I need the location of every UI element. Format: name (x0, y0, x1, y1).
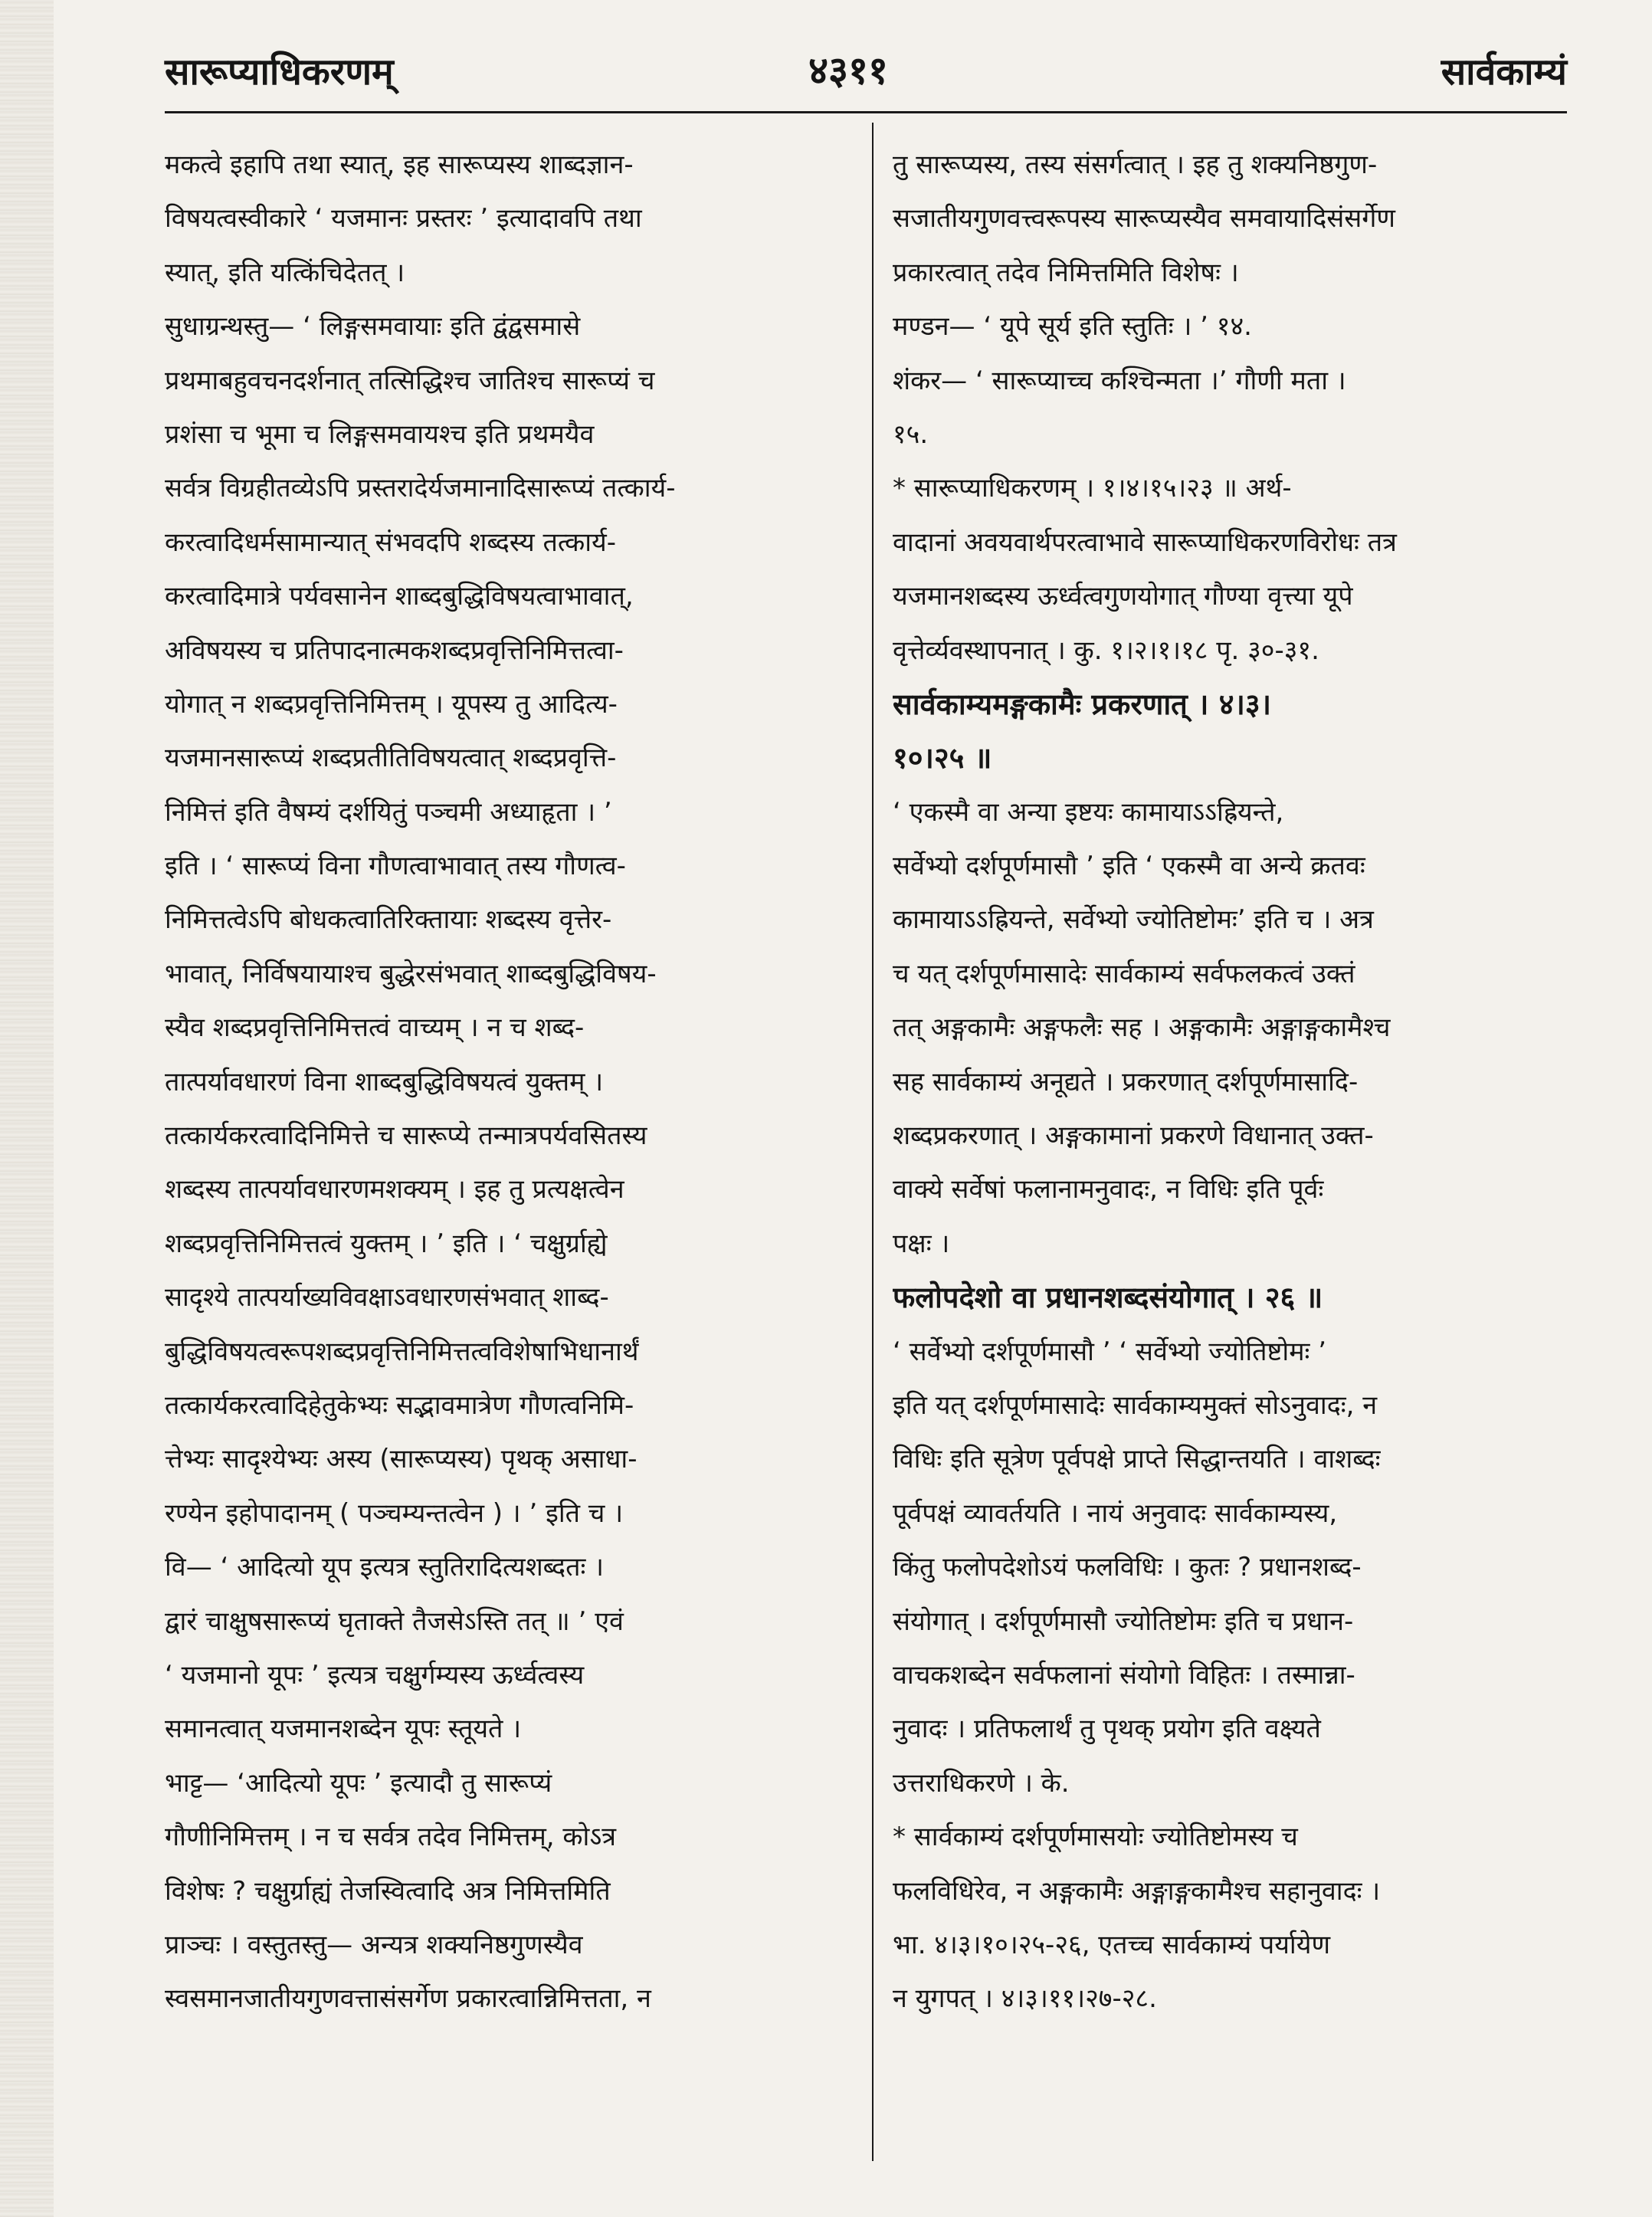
text-line: प्रकारत्वात् तदेव निमित्तमिति विशेषः । (893, 257, 1239, 288)
text-line: च यत् दर्शपूर्णमासादेः सार्वकाम्यं सर्वफलकत्वं उक्तं (893, 958, 1355, 989)
text-line: प्रथमाबहुवचनदर्शनात् तत्सिद्धिश्च जातिश्च सारूप्यं च (165, 365, 655, 396)
header-right-title: सार्वकाम्यं (1441, 51, 1567, 93)
text-line: इति । ‘ सारूप्यं विना गौणत्वाभावात् तस्य गौणत्व- (165, 851, 626, 882)
text-line: सार्वकाम्यमङ्गकामैः प्रकरणात् । ४।३। (893, 687, 1272, 721)
text-line: योगात् न शब्दप्रवृत्तिनिमित्तम् । यूपस्य तु आदित्य- (165, 688, 618, 720)
text-line: रण्येन इहोपादानम् ( पञ्चम्यन्तत्वेन ) । ’ इति च । (165, 1497, 624, 1529)
text-line: पक्षः । (893, 1228, 950, 1259)
text-line: शब्दप्रकरणात् । अङ्गकामानां प्रकरणे विधानात् उक्त- (893, 1120, 1374, 1152)
text-line: तत् अङ्गकामैः अङ्गफलैः सह । अङ्गकामैः अङ्गाङ्गकामैश्च (893, 1012, 1391, 1044)
text-line: शब्दप्रवृत्तिनिमित्तत्वं युक्तम् । ’ इति । ‘ चक्षुर्ग्राह्ये (165, 1228, 608, 1259)
text-line: १०।२५ ॥ (893, 741, 992, 776)
text-line: प्रशंसा च भूमा च लिङ्गसमवायश्च इति प्रथमयैव (165, 418, 595, 450)
text-line: विशेषः ? चक्षुर्ग्राह्यं तेजस्वित्वादि अत्र निमित्तमिति (165, 1875, 611, 1907)
text-line: करत्वादिमात्रे पर्यवसानेन शाब्दबुद्धिविषयत्वाभावात्, (165, 581, 634, 612)
text-line: तु सारूप्यस्य, तस्य संसर्गत्वात् । इह तु शक्यनिष्ठगुण- (893, 149, 1378, 180)
right-column (893, 138, 1582, 2026)
text-line: पूर्वपक्षं व्यावर्तयति । नायं अनुवादः सार्वकाम्यस्य, (893, 1497, 1338, 1529)
text-line: अविषयस्य च प्रतिपादनात्मकशब्दप्रवृत्तिनिमित्तत्वा- (165, 635, 624, 666)
text-line: स्वसमानजातीयगुणवत्तासंसर्गेण प्रकारत्वान्निमित्तता, न (165, 1983, 651, 2015)
text-line: विधिः इति सूत्रेण पूर्वपक्षे प्राप्ते सिद्धान्तयति । वाशब्दः (893, 1444, 1381, 1475)
text-line: निमित्तत्वेऽपि बोधकत्वातिरिक्तायाः शब्दस्य वृत्तेर- (165, 904, 612, 936)
text-line: सर्वेभ्यो दर्शपूर्णमासौ ’ इति ‘ एकस्मै वा अन्ये क्रतवः (893, 851, 1365, 882)
text-line: समानत्वात् यजमानशब्देन यूपः स्तूयते । (165, 1714, 522, 1745)
text-line: वाचकशब्देन सर्वफलानां संयोगो विहितः । तस्मान्ना- (893, 1659, 1355, 1691)
text-line: गौणीनिमित्तम् । न च सर्वत्र तदेव निमित्तम्, कोऽत्र (165, 1822, 616, 1853)
text-line: उत्तराधिकरणे । के. (893, 1767, 1070, 1799)
text-line: द्वारं चाक्षुषसारूप्यं घृताक्ते तैजसेऽस्ति तत् ॥ ’ एवं (165, 1605, 624, 1637)
text-line: १५. (893, 418, 929, 450)
text-line: प्राञ्चः । वस्तुतस्तु— अन्यत्र शक्यनिष्ठगुणस्यैव (165, 1929, 583, 1960)
text-line: किंतु फलोपदेशोऽयं फलविधिः । कुतः ? प्रधानशब्द- (893, 1552, 1362, 1583)
text-line: विषयत्वस्वीकारे ‘ यजमानः प्रस्तरः ’ इत्यादावपि तथा (165, 203, 642, 234)
text-line: न युगपत् । ४।३।११।२७-२८. (893, 1983, 1157, 2015)
text-line: ‘ यजमानो यूपः ’ इत्यत्र चक्षुर्गम्यस्य ऊर्ध्वत्वस्य (165, 1659, 585, 1691)
column-divider (872, 123, 874, 2161)
text-line: सर्वत्र विग्रहीतव्येऽपि प्रस्तरादेर्यजमानादिसारूप्यं तत्कार्य- (165, 473, 676, 504)
text-line: मकत्वे इहापि तथा स्यात्, इह सारूप्यस्य शाब्दज्ञान- (165, 149, 634, 180)
text-line: तात्पर्यावधारणं विना शाब्दबुद्धिविषयत्वं युक्तम् । (165, 1066, 604, 1097)
text-line: यजमानसारूप्यं शब्दप्रतीतिविषयत्वात् शब्दप्रवृत्ति- (165, 743, 617, 774)
text-line: तत्कार्यकरत्वादिनिमित्ते च सारूप्ये तन्मात्रपर्यवसितस्य (165, 1120, 647, 1152)
text-line: शंकर— ‘ सारूप्याच्च कश्चिन्मता ।’ गौणी मता । (893, 365, 1346, 396)
text-line: कामायाऽऽह्रियन्ते, सर्वेभ्यो ज्योतिष्टोमः’ इति च । अत्र (893, 904, 1374, 936)
text-line: शब्दस्य तात्पर्यावधारणमशक्यम् । इह तु प्रत्यक्षत्वेन (165, 1174, 624, 1205)
text-line: निमित्तं इति वैषम्यं दर्शयितुं पञ्चमी अध्याहृता । ’ (165, 796, 612, 828)
text-line: मण्डन— ‘ यूपे सूर्य इति स्तुतिः । ’ १४. (893, 311, 1252, 343)
text-line: भा. ४।३।१०।२५-२६, एतच्च सार्वकाम्यं पर्यायेण (893, 1929, 1331, 1960)
text-line: सादृश्ये तात्पर्याख्यविवक्षाऽवधारणसंभवात् शाब्द- (165, 1282, 609, 1313)
text-line: वि— ‘ आदित्यो यूप इत्यत्र स्तुतिरादित्यशब्दतः । (165, 1552, 605, 1583)
text-line: * सारूप्याधिकरणम् । १।४।१५।२३ ॥ अर्थ- (893, 473, 1292, 504)
page-binding-edge (0, 0, 54, 2217)
left-column (165, 138, 854, 2026)
text-line: ‘ सर्वेभ्यो दर्शपूर्णमासौ ’ ‘ सर्वेभ्यो ज्योतिष्टोमः ’ (893, 1336, 1327, 1367)
text-line: वाक्ये सर्वेषां फलानामनुवादः, न विधिः इति पूर्वः (893, 1174, 1324, 1205)
text-line: स्यैव शब्दप्रवृत्तिनिमित्तत्वं वाच्यम् । न च शब्द- (165, 1012, 585, 1044)
text-line: ‘ एकस्मै वा अन्या इष्टयः कामायाऽऽह्रियन्ते, (893, 796, 1284, 828)
text-line: बुद्धिविषयत्वरूपशब्दप्रवृत्तिनिमित्तत्वविशेषाभिधानार्थं (165, 1336, 639, 1367)
header-left-title: सारूप्याधिकरणम् (165, 51, 394, 93)
text-line: स्यात्, इति यत्किंचिदेतत् । (165, 257, 405, 288)
text-line: फलविधिरेव, न अङ्गकामैः अङ्गाङ्गकामैश्च सहानुवादः । (893, 1875, 1381, 1907)
header-rule (165, 111, 1567, 113)
text-line: सह सार्वकाम्यं अनूद्यते । प्रकरणात् दर्शपूर्णमासादि- (893, 1066, 1359, 1097)
text-line: सुधाग्रन्थस्तु— ‘ लिङ्गसमवायाः इति द्वंद्वसमासे (165, 311, 581, 343)
text-line: सजातीयगुणवत्त्वरूपस्य सारूप्यस्यैव समवायादिसंसर्गेण (893, 203, 1395, 234)
text-line: वादानां अवयवार्थपरत्वाभावे सारूप्याधिकरणविरोधः तत्र (893, 526, 1397, 558)
text-line: इति यत् दर्शपूर्णमासादेः सार्वकाम्यमुक्तं सोऽनुवादः, न (893, 1389, 1378, 1421)
text-line: वृत्तेर्व्यवस्थापनात् । कु. १।२।१।१८ पृ. ३०-३१. (893, 635, 1319, 666)
text-line: यजमानशब्दस्य ऊर्ध्वत्वगुणयोगात् गौण्या वृत्त्या यूपे (893, 581, 1353, 612)
text-line: फलोपदेशो वा प्रधानशब्दसंयोगात् । २६ ॥ (893, 1281, 1323, 1315)
text-line: भाट्ट— ‘आदित्यो यूपः ’ इत्यादौ तु सारूप्यं (165, 1767, 552, 1799)
text-line: भावात्, निर्विषयायाश्च बुद्धेरसंभवात् शाब्दबुद्धिविषय- (165, 958, 657, 989)
text-line: त्तेभ्यः सादृश्येभ्यः अस्य (सारूप्यस्य) पृथक् असाधा- (165, 1444, 638, 1475)
text-line: करत्वादिधर्मसामान्यात् संभवदपि शब्दस्य तत्कार्य- (165, 526, 616, 558)
text-line: * सार्वकाम्यं दर्शपूर्णमासयोः ज्योतिष्टोमस्य च (893, 1822, 1298, 1853)
text-line: नुवादः । प्रतिफलार्थं तु पृथक् प्रयोग इति वक्ष्यते (893, 1714, 1321, 1745)
text-line: संयोगात् । दर्शपूर्णमासौ ज्योतिष्टोमः इति च प्रधान- (893, 1605, 1354, 1637)
text-line: तत्कार्यकरत्वादिहेतुकेभ्यः सद्भावमात्रेण गौणत्वनिमि- (165, 1389, 634, 1421)
page-header (165, 40, 1567, 101)
page-number: ४३११ (808, 48, 888, 93)
